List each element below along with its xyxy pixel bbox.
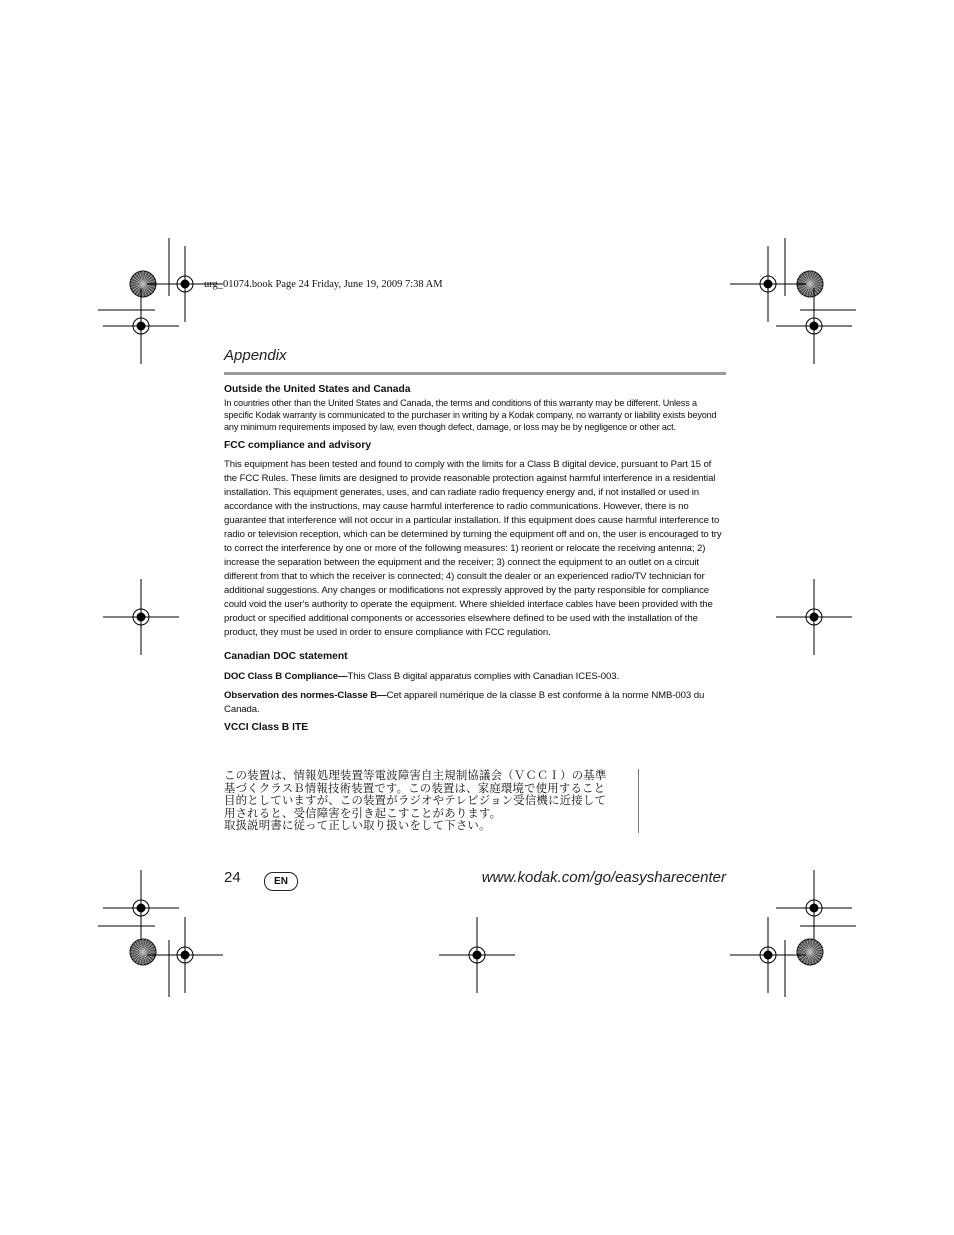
registration-mark-top-right: [730, 246, 806, 322]
registration-mark-upper-left: [103, 288, 179, 364]
registration-mark-mid-right: [776, 579, 852, 655]
vcci-line-4: 用されると、受信障害を引き起こすことがあります。: [224, 805, 502, 820]
registration-mark-mid-left: [103, 579, 179, 655]
heading-canadian-doc: Canadian DOC statement: [224, 651, 348, 662]
vcci-line-3: 目的としていますが、この装置がラジオやテレビジョン受信機に近接して: [224, 793, 607, 807]
starburst-mark-bottom-right: [797, 939, 823, 965]
observation-normes-text: Cet appareil numérique de la classe B est conforme à la norme NMB-003 du Canada.: [224, 690, 705, 715]
vcci-line-5: 取扱説明書に従って正しい取り扱いをして下さい。: [224, 818, 491, 832]
footer-url: www.kodak.com/go/easysharecenter: [481, 869, 726, 886]
doc-compliance-text: This Class B digital apparatus complies with Canadian ICES-003.: [347, 671, 620, 682]
registration-mark-bottom-center: [439, 917, 515, 993]
vcci-line-2: 基づくクラスＢ情報技術装置です。この装置は、家庭環境で使用すること: [224, 780, 606, 795]
page-content: [224, 383, 726, 735]
page-number: 24: [224, 869, 241, 886]
doc-compliance-label: DOC Class B Compliance—: [224, 671, 348, 682]
registration-mark-bottom-left: [147, 917, 223, 993]
starburst-mark-bottom-left: [130, 939, 156, 965]
paragraph-fcc: This equipment has been tested and found to comply with the limits for a Class B digital device, pursuant to Part 15 of the FCC Rules. These limits are designed to provide reasonable protection against harmful interference in a residential installation. This equipment generates, uses, and can radiate radio frequency energy and, if not installed or used in accordance with the instructions, may cause harmful interference to radio communications. However, there is no guarantee that interference will not occur in a particular installation. If this equipment does cause harmful interference to radio or television reception, which can be determined by turning the equipment off and on, the user is encouraged to try to correct the interference by one or more of the following measures: 1) reorient or relocate the receiving antenna; 2) increase the separation between the equipment and the receiver; 3) connect the equipment to an outlet on a circuit different from that to which the receiver is connected; 4) consult the dealer or an experienced radio/TV technician for additional suggestions. Any changes or modifications not expressly approved by the party responsible for compliance could void the user's authority to operate the equipment. Where shielded interface cables have been provided with the product or specified additional components or accessories elsewhere defined to be used with the installation of the product, they must be used in order to ensure compliance with FCC regulation.: [224, 459, 722, 638]
observation-normes-label: Observation des normes-Classe B—: [224, 690, 387, 701]
observation-normes: [224, 689, 726, 717]
registration-mark-lower-right: [776, 870, 852, 946]
doc-compliance: [224, 670, 726, 684]
section-title: Appendix: [224, 347, 287, 364]
paragraph-outside-us-canada: In countries other than the United States and Canada, the terms and conditions of this warranty may be different. Unless a specific Kodak warranty is communicated to the purchaser in writing by a Kodak company, no warranty or liability exists beyond any minimum requirements imposed by law, even though defect, damage, or loss may be by negligence or other act.: [224, 398, 717, 432]
heading-fcc: FCC compliance and advisory: [224, 440, 372, 451]
vcci-japanese-statement: [224, 769, 639, 833]
registration-mark-upper-right: [776, 288, 852, 364]
heading-vcci: VCCI Class B ITE: [224, 722, 309, 733]
language-badge: EN: [264, 872, 298, 891]
registration-mark-bottom-right: [730, 917, 806, 993]
heading-outside-us-canada: Outside the United States and Canada: [224, 384, 411, 395]
vcci-line-1: この装置は、情報処理装置等電波障害自主規制協議会（ＶＣＣＩ）の基準: [224, 768, 607, 782]
registration-mark-lower-left: [103, 870, 179, 946]
section-rule: [224, 372, 726, 375]
book-page-info: urg_01074.book Page 24 Friday, June 19, 2009 7:38 AM: [204, 279, 443, 290]
